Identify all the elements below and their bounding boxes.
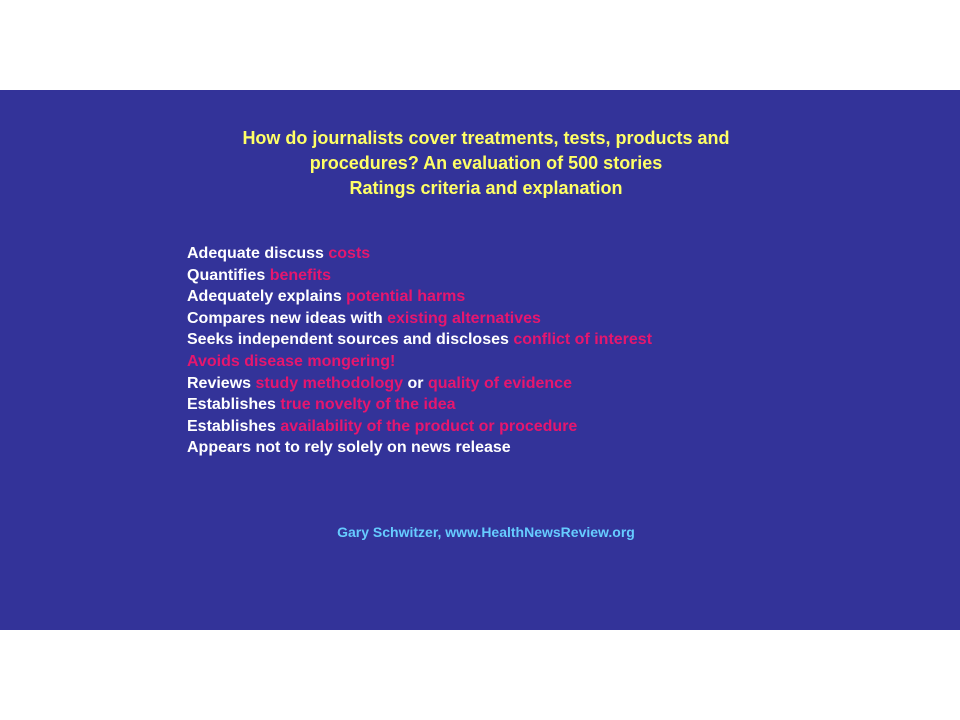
- criteria-item-alternatives: [187, 308, 652, 330]
- criteria-highlight: true novelty of the idea: [280, 396, 456, 414]
- criteria-item-news-release: [187, 437, 652, 459]
- title-line-3: Ratings criteria and explanation: [349, 178, 623, 198]
- criteria-text: Adequate discuss: [187, 245, 329, 262]
- criteria-highlight: Avoids disease mongering!: [187, 352, 396, 370]
- criteria-highlight: existing alternatives: [387, 309, 541, 327]
- criteria-item-novelty: [187, 394, 652, 416]
- footer-credit: Gary Schwitzer, www.HealthNewsReview.org: [337, 524, 635, 540]
- criteria-text: Compares new ideas with: [187, 309, 388, 327]
- slide: [0, 90, 960, 630]
- criteria-highlight: study methodology: [255, 374, 404, 392]
- criteria-text: Establishes: [187, 396, 281, 414]
- criteria-highlight: benefits: [269, 266, 332, 284]
- criteria-text: Establishes: [187, 417, 281, 435]
- criteria-text: Appears not to rely solely on news release: [187, 439, 511, 457]
- criteria-highlight: availability of the product or procedure: [280, 417, 578, 435]
- criteria-item-availability: [187, 416, 652, 438]
- criteria-item-benefits: [187, 265, 652, 287]
- criteria-text: Adequately explains: [187, 288, 347, 306]
- criteria-highlight: potential harms: [346, 288, 466, 306]
- criteria-highlight-2: quality of evidence: [427, 374, 572, 392]
- title-line-2: procedures? An evaluation of 500 stories: [309, 153, 663, 173]
- criteria-item-costs: [187, 243, 652, 265]
- title-line-1: How do journalists cover treatments, tests, products and: [242, 128, 730, 148]
- criteria-item-harms: [187, 286, 652, 308]
- criteria-connector: or: [403, 374, 428, 392]
- criteria-list: [187, 243, 652, 459]
- criteria-text: Reviews: [187, 374, 256, 392]
- criteria-text: Quantifies: [187, 266, 270, 284]
- criteria-item-methodology: [187, 373, 652, 395]
- criteria-text: Seeks independent sources and discloses: [187, 331, 514, 349]
- criteria-highlight: costs: [328, 245, 371, 262]
- criteria-highlight: conflict of interest: [513, 331, 653, 349]
- criteria-item-conflict: [187, 329, 652, 351]
- slide-title: [0, 126, 960, 201]
- criteria-item-mongering: [187, 351, 652, 373]
